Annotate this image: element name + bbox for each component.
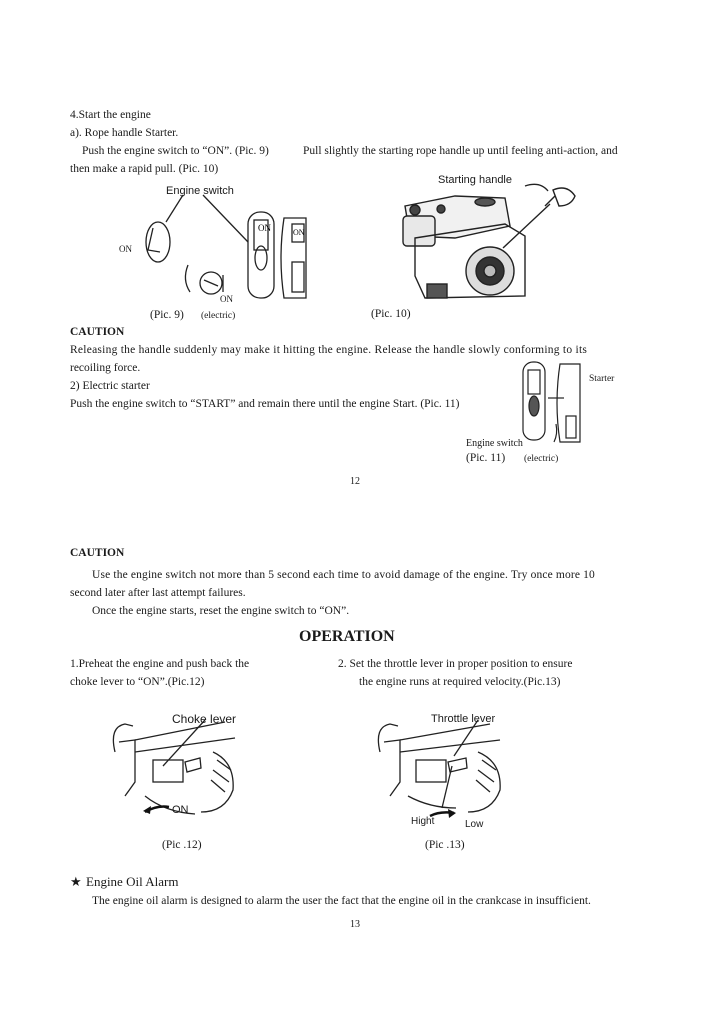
caption-pic12: (Pic .12) — [162, 839, 202, 851]
alarm-text: The engine oil alarm is designed to alarm the user the fact that the engine oil in the crankcase in insufficient. — [92, 895, 591, 907]
paragraph-left-2: then make a rapid pull. (Pic. 10) — [70, 163, 219, 175]
starting-handle-illustration — [385, 176, 595, 306]
label-starter: Starter — [589, 374, 615, 384]
subheading-rope-starter: a). Rope handle Starter. — [70, 127, 179, 139]
caption-pic11: (Pic. 11) — [466, 452, 506, 464]
label-on-bottom: ON — [220, 294, 233, 304]
caution-line-1: Releasing the handle suddenly may make it hitting the engine. Release the handle slowly conforming to its — [70, 344, 588, 356]
label-throttle-high: Hight — [411, 816, 435, 827]
label-throttle-lever: Throttle lever — [431, 713, 496, 725]
item1-line-2: choke lever to “ON”.(Pic.12) — [70, 676, 205, 688]
label-starting-handle: Starting handle — [438, 174, 512, 186]
throttle-drawing — [370, 712, 515, 830]
star-icon: ★ — [70, 874, 82, 889]
caution-title-p13: CAUTION — [70, 547, 125, 559]
label-choke-on: ON — [172, 804, 189, 816]
electric-starter-title: 2) Electric starter — [70, 380, 150, 392]
item2-line-1: 2. Set the throttle lever in proper position to ensure — [338, 658, 573, 670]
section-heading: 4.Start the engine — [70, 109, 151, 121]
label-on-left: ON — [119, 244, 132, 254]
label-engine-switch: Engine switch — [166, 185, 234, 197]
label-engine-switch-pic11: Engine switch — [466, 438, 523, 449]
operation-title: OPERATION — [299, 628, 395, 645]
caution-title-p12: CAUTION — [70, 326, 125, 338]
page-number-13: 13 — [350, 919, 360, 930]
electric-starter-text: Push the engine switch to “START” and remain there until the engine Start. (Pic. 11) — [70, 398, 460, 410]
caption-pic11-sub: (electric) — [524, 454, 559, 464]
paragraph-right: Pull slightly the starting rope handle up until feeling anti-action, and — [303, 145, 618, 157]
caution-p13-line-3: Once the engine starts, reset the engine switch to “ON”. — [92, 605, 350, 617]
caution-p13-line-2: second later after last attempt failures. — [70, 587, 246, 599]
switch-on-mark: ON — [258, 223, 271, 233]
alarm-title: Engine Oil Alarm — [86, 874, 179, 889]
item2-line-2: the engine runs at required velocity.(Pic.13) — [359, 676, 561, 688]
throttle-lever-illustration — [370, 712, 515, 830]
switch-on-mark-2: ON — [293, 228, 305, 237]
electric-starter-illustration — [520, 358, 586, 446]
caption-pic9-sub: (electric) — [201, 311, 236, 321]
paragraph-left-1: Push the engine switch to “ON”. (Pic. 9) — [82, 145, 269, 157]
caution-line-2: recoiling force. — [70, 362, 141, 374]
label-throttle-low: Low — [465, 819, 484, 830]
page-number-12: 12 — [350, 476, 360, 487]
item1-line-1: 1.Preheat the engine and push back the — [70, 658, 250, 670]
electric-switch-drawing — [520, 358, 586, 446]
caption-pic10: (Pic. 10) — [371, 308, 411, 320]
caption-pic9: (Pic. 9) — [150, 309, 184, 321]
engine-switch-drawing — [108, 180, 323, 308]
engine-switch-illustration — [108, 180, 323, 308]
engine-drawing — [385, 176, 595, 306]
label-choke-lever: Choke lever — [172, 712, 237, 726]
caption-pic13: (Pic .13) — [425, 839, 465, 851]
caution-p13-line-1: Use the engine switch not more than 5 second each time to avoid damage of the engine. Try once more 10 — [92, 569, 595, 581]
